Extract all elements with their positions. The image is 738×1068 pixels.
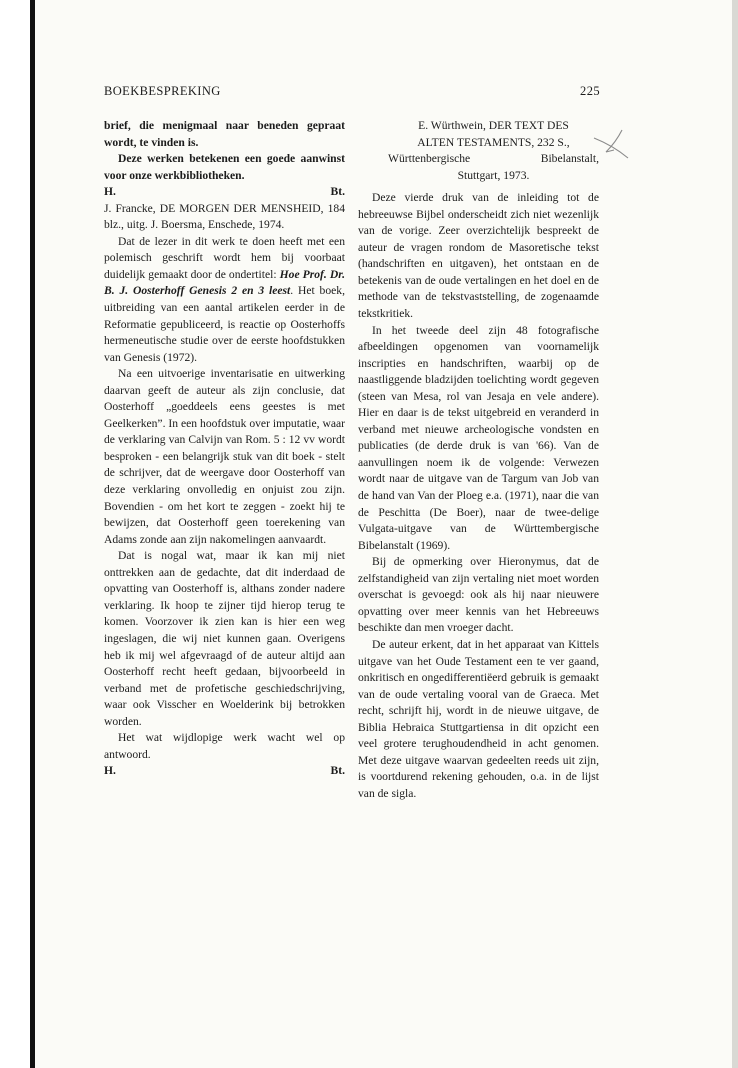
book-reference-francke: J. Francke, DE MORGEN DER MENSHEID, 184 blz., uitg. J. Boersma, Enschede, 1974. [104,201,345,232]
reference-line: E. Würthwein, DER TEXT DES [418,119,569,132]
publisher-part: Württenbergische [388,152,471,166]
scan-right-edge [732,0,738,1068]
review-paragraph-1: Deze vierde druk van de inleiding tot de hebreeuwse Bijbel onderscheidt zich niet wezenlijk van de vorige. Zeer overzichtelijk bespreekt de auteur de vragen rondom de Masoretische tekst (handschriften en uitgaven), het ontstaan en de betekenis van de oude vertalingen en het doel en de methode van de tekstvaststelling, de zogenaamde tekstkritiek. [358,191,599,321]
header-title: BOEKBESPREKING [104,84,221,98]
works-paragraph: Deze werken betekenen een goede aanwinst voor onze werkbibliotheken. [104,152,345,182]
paragraph-text: . Het boek, uitbreiding van een aantal artikelen eerder in de Reformatie gepubliceerd, is reactie op Oosterhoffs hermeneutische studie over de eerste hoofdstukken van Genesis (1972). [104,284,345,364]
signature-author: Bt. [330,764,345,778]
review-paragraph-2: In het tweede deel zijn 48 fotografische afbeeldingen opgenomen van voornamelijk inscripties en handschriften, waarbij op de naastliggende bladzijden toelichting wordt gegeven (steen van Mesa, rol van Jesaja en vele andere). Hier en daar is de tekst uitgebreid en veranderd in verband met nieuwe archeologische vondsten en publicaties (de derde druk is van '66). Van de aanvullingen noem ik de volgende: Verwezen wordt naar de uitgave van de Targum van Job van de hand van Van der Ploeg e.a. (1971), naar die van de Peschitta (De Boer), naar de twee-delige Vulgata-uitgave van de Württembergische Bibelanstalt (1969). [358,323,599,552]
reference-line [388,151,599,168]
publisher-part: Bibelanstalt, [540,152,599,166]
signature-2 [104,763,345,780]
subtitle-italic: Hoe Prof. Dr. B. J. Oosterhoff Genesis 2 en 3 leest [104,267,345,298]
left-column [104,118,345,780]
right-column [358,118,599,802]
review-paragraph-4: Het wat wijdlopige werk wacht wel op antwoord. [104,731,345,761]
reference-line: Stuttgart, 1973. [457,168,530,182]
review-paragraph-3: Bij de opmerking over Hieronymus, dat de zelfstandigheid van zijn vertaling niet moet worden overschat is gevoegd: ook als hij naar nieuwere opvatting over meer kennis van het Hebreeuws beschikte dan men vroeger dacht. [358,555,599,635]
review-paragraph-1 [104,234,345,366]
signature-author: Bt. [330,185,345,199]
page-number: 225 [580,84,600,98]
review-paragraph-3: Dat is nogal wat, maar ik kan mij niet onttrekken aan de gedachte, dat dit inderdaad de opvatting van Oosterhoff is, althans zonder nadere verklaring. Ik hoop te zijner tijd hierop terug te komen. Voorzover ik zien kan is hier een weg ingeslagen, die wij niet kunnen gaan. Overigens heb ik mij wel afgevraagd of de auteur altijd aan Oosterhoff recht heeft gedaan, bijvoorbeeld in verband met de profetische geschiedschrijving, waar ook Visscher en Woelderink bij betrokken worden. [104,549,345,728]
intro-paragraph: brief, die menigmaal naar beneden gepraat wordt, te vinden is. [104,119,345,149]
signature-initial: H. [104,764,116,778]
signature-initial: H. [104,185,116,199]
signature-1 [104,184,345,201]
paragraph-text: Dat de lezer in dit werk te doen heeft met een polemisch geschrift wordt hem bij voorbaat duidelijk gemaakt door de ondertitel: [104,234,345,281]
review-paragraph-2: Na een uitvoerige inventarisatie en uitwerking daarvan geeft de auteur als zijn conclusie, dat Oosterhoff „goeddeels eens geestes is met Geelkerken”. In een hoofdstuk over imputatie, waar de verklaring van Calvijn van Rom. 5 : 12 vv wordt besproken - een belangrijk stuk van dit boek - stelt de schrijver, dat de weergave door Oosterhoff van deze verklaring onvolledig en onjuist zou zijn. Bovendien - om het kort te zeggen - zoekt hij te bewijzen, dat Oosterhoff geen toerekening van Adams zonde aan zijn nakomelingen aanvaardt. [104,367,345,546]
scan-binding-edge [30,0,35,1068]
book-reference-wurthwein [358,118,599,184]
review-paragraph-4: De auteur erkent, dat in het apparaat van Kittels uitgave van het Oude Testament een te ver gaand, onkritisch en ongedifferentiëerd gebruik is gemaakt van de oude vertaling vooral van de Graeca. Met recht, schrijft hij, wordt in de nieuwe uitgave, de Biblia Hebraica Stuttgartiensa in dit opzicht een veel grotere terughoudendheid in acht genomen. Met deze uitgave waarvan gedeelten reeds uit zijn, is voortdurend rekening gehouden, o.a. in de lijst van de sigla. [358,637,599,800]
reference-line: ALTEN TESTAMENTS, 232 S., [417,135,570,149]
